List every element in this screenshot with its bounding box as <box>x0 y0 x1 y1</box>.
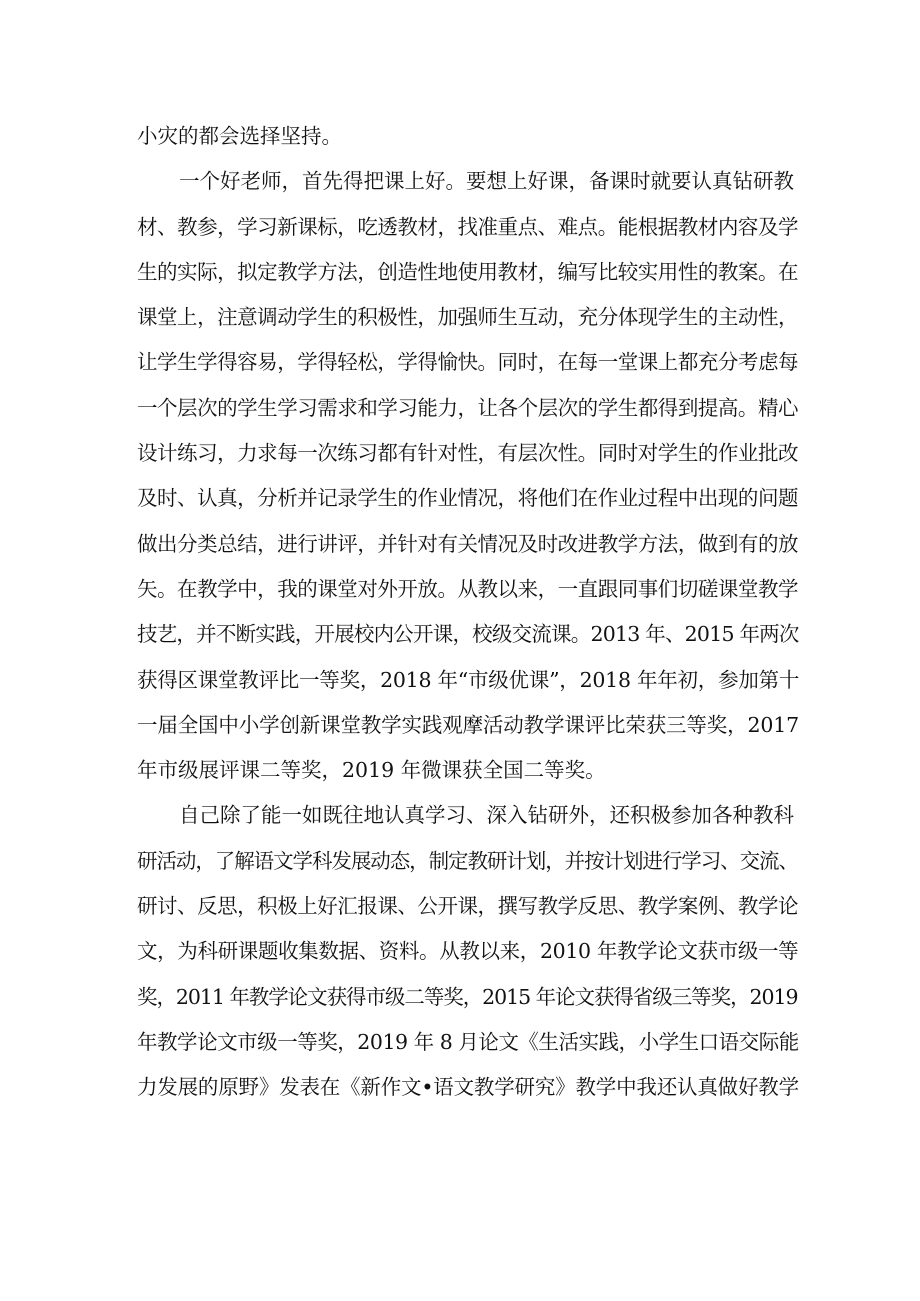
text-line: 技艺，并不断实践，开展校内公开课，校级交流课。2013 年、2015 年两次 <box>137 622 799 647</box>
text-line: 奖，2011 年教学论文获得市级二等奖，2015 年论文获得省级三等奖，2019 <box>137 984 798 1009</box>
text-line: 一个层次的学生学习需求和学习能力，让各个层次的学生都得到提高。精心 <box>137 395 799 420</box>
text-line: 矢。在教学中，我的课堂对外开放。从教以来，一直跟同事们切磋课堂教学 <box>137 576 799 601</box>
text-line: 及时、认真，分析并记录学生的作业情况，将他们在作业过程中出现的问题 <box>137 486 799 511</box>
text-line: 一届全国中小学创新课堂教学实践观摩活动教学课评比荣获三等奖，2017 <box>137 712 800 737</box>
text-line: 研讨、反思，积极上好汇报课、公开课，撰写教学反思、教学案例、教学论 <box>137 894 799 919</box>
text-line: 文，为科研课题收集数据、资料。从教以来，2010 年教学论文获市级一等 <box>137 939 799 964</box>
text-line: 让学生学得容易，学得轻松，学得愉快。同时，在每一堂课上都充分考虑每 <box>137 350 799 375</box>
text-line: 材、教参，学习新课标，吃透教材，找准重点、难点。能根据教材内容及学 <box>137 214 799 239</box>
text-line: 小灾的都会选择坚持。 <box>137 124 342 148</box>
text-line: 课堂上，注意调动学生的积极性，加强师生互动，充分体现学生的主动性， <box>137 305 799 330</box>
paragraph <box>137 159 799 793</box>
text-line: 设计练习，力求每一次练习都有针对性，有层次性。同时对学生的作业批改 <box>137 441 799 466</box>
text-line: 自己除了能一如既往地认真学习、深入钻研外，还积极参加各种教科 <box>179 803 794 828</box>
text-line: 力发展的原野》发表在《新作文•语文教学研究》教学中我还认真做好教学 <box>137 1075 799 1100</box>
paragraph <box>137 793 799 1110</box>
text-line: 生的实际，拟定教学方法，创造性地使用教材，编写比较实用性的教案。在 <box>137 259 799 284</box>
text-line: 年教学论文市级一等奖，2019 年 8 月论文《生活实践，小学生口语交际能 <box>137 1029 799 1054</box>
text-line: 年市级展评课二等奖，2019 年微课获全国二等奖。 <box>137 758 606 783</box>
paragraph <box>137 114 799 159</box>
text-line: 一个好老师，首先得把课上好。要想上好课，备课时就要认真钻研教 <box>179 169 794 194</box>
text-line: 获得区课堂教评比一等奖，2018 年“市级优课”，2018 年年初，参加第十 <box>137 667 800 692</box>
text-line: 研活动，了解语文学科发展动态，制定教研计划，并按计划进行学习、交流、 <box>137 848 798 873</box>
document-page <box>137 114 799 1111</box>
text-line: 做出分类总结，进行讲评，并针对有关情况及时改进教学方法，做到有的放 <box>137 531 799 556</box>
